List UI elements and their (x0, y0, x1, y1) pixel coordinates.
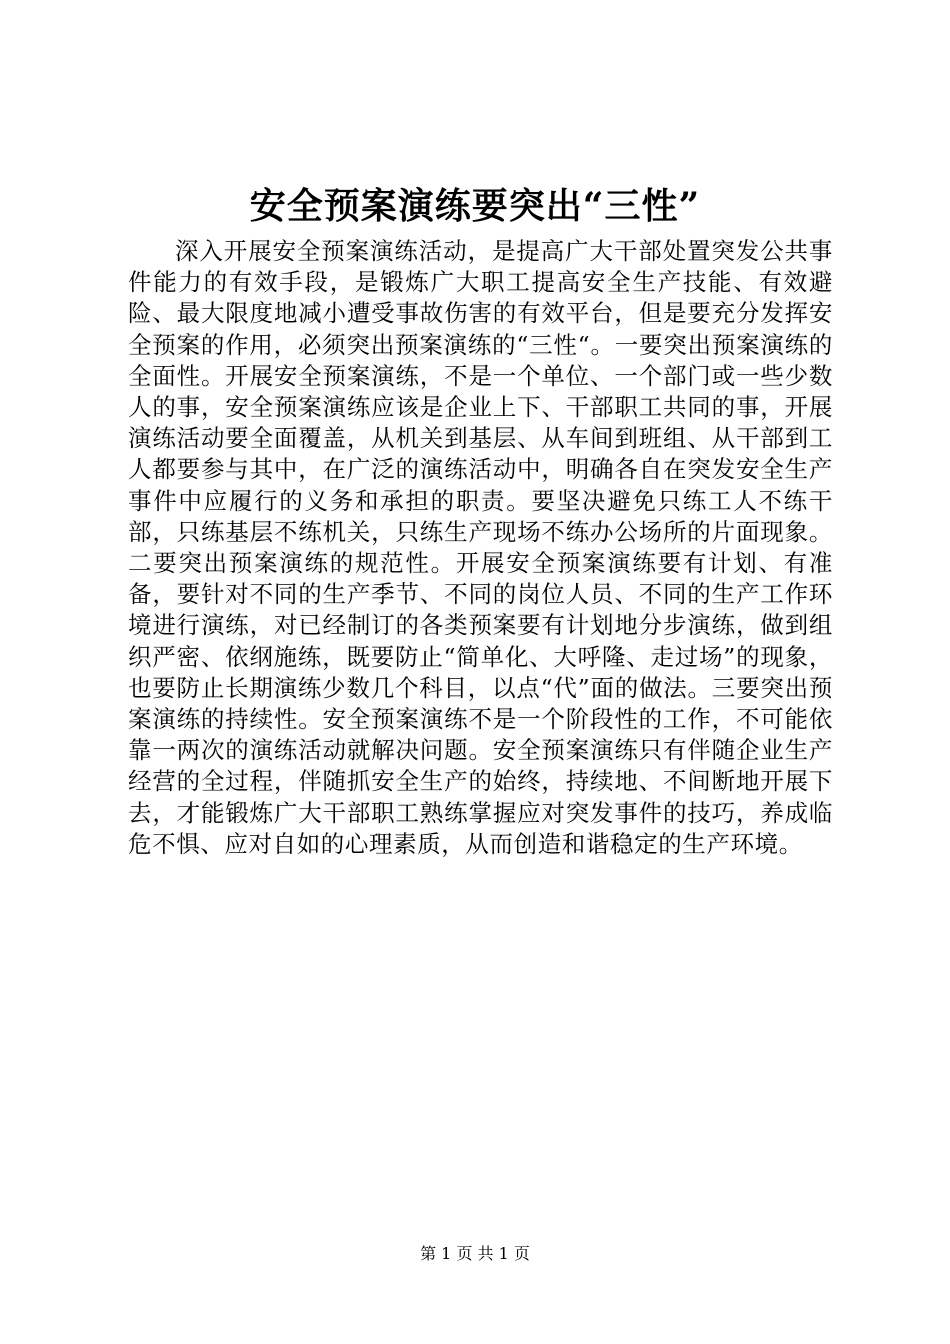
page-footer: 第 1 页 共 1 页 (420, 1244, 530, 1263)
document-title: 安全预案演练要突出“三性” (249, 185, 701, 227)
body-paragraph: 深入开展安全预案演练活动，是提高广大干部处置突发公共事件能力的有效手段，是锻炼广大职工提高安全生产技能、有效避险、最大限度地减小遭受事故伤害的有效平台，但是要充分发挥安全预案的作用，必须突出预案演练的“三性“。一要突出预案演练的全面性。开展安全预案演练，不是一个单位、一个部门或一些少数人的事，安全预案演练应该是企业上下、干部职工共同的事，开展演练活动要全面覆盖，从机关到基层、从车间到班组、从干部到工人都要参与其中，在广泛的演练活动中，明确各自在突发安全生产事件中应履行的义务和承担的职责。要坚决避免只练工人不练干部，只练基层不练机关，只练生产现场不练办公场所的片面现象。二要突出预案演练的规范性。开展安全预案演练要有计划、有准备，要针对不同的生产季节、不同的岗位人员、不同的生产工作环境进行演练，对已经制订的各类预案要有计划地分步演练，做到组织严密、依纲施练，既要防止“简单化、大呼隆、走过场”的现象，也要防止长期演练少数几个科目，以点“代”面的做法。三要突出预案演练的持续性。安全预案演练不是一个阶段性的工作，不可能依靠一两次的演练活动就解决问题。安全预案演练只有伴随企业生产经营的全过程，伴随抓安全生产的始终，持续地、不间断地开展下去，才能锻炼广大干部职工熟练掌握应对突发事件的技巧，养成临危不惧、应对自如的心理素质，从而创造和谐稳定的生产环境。 (128, 237, 833, 858)
